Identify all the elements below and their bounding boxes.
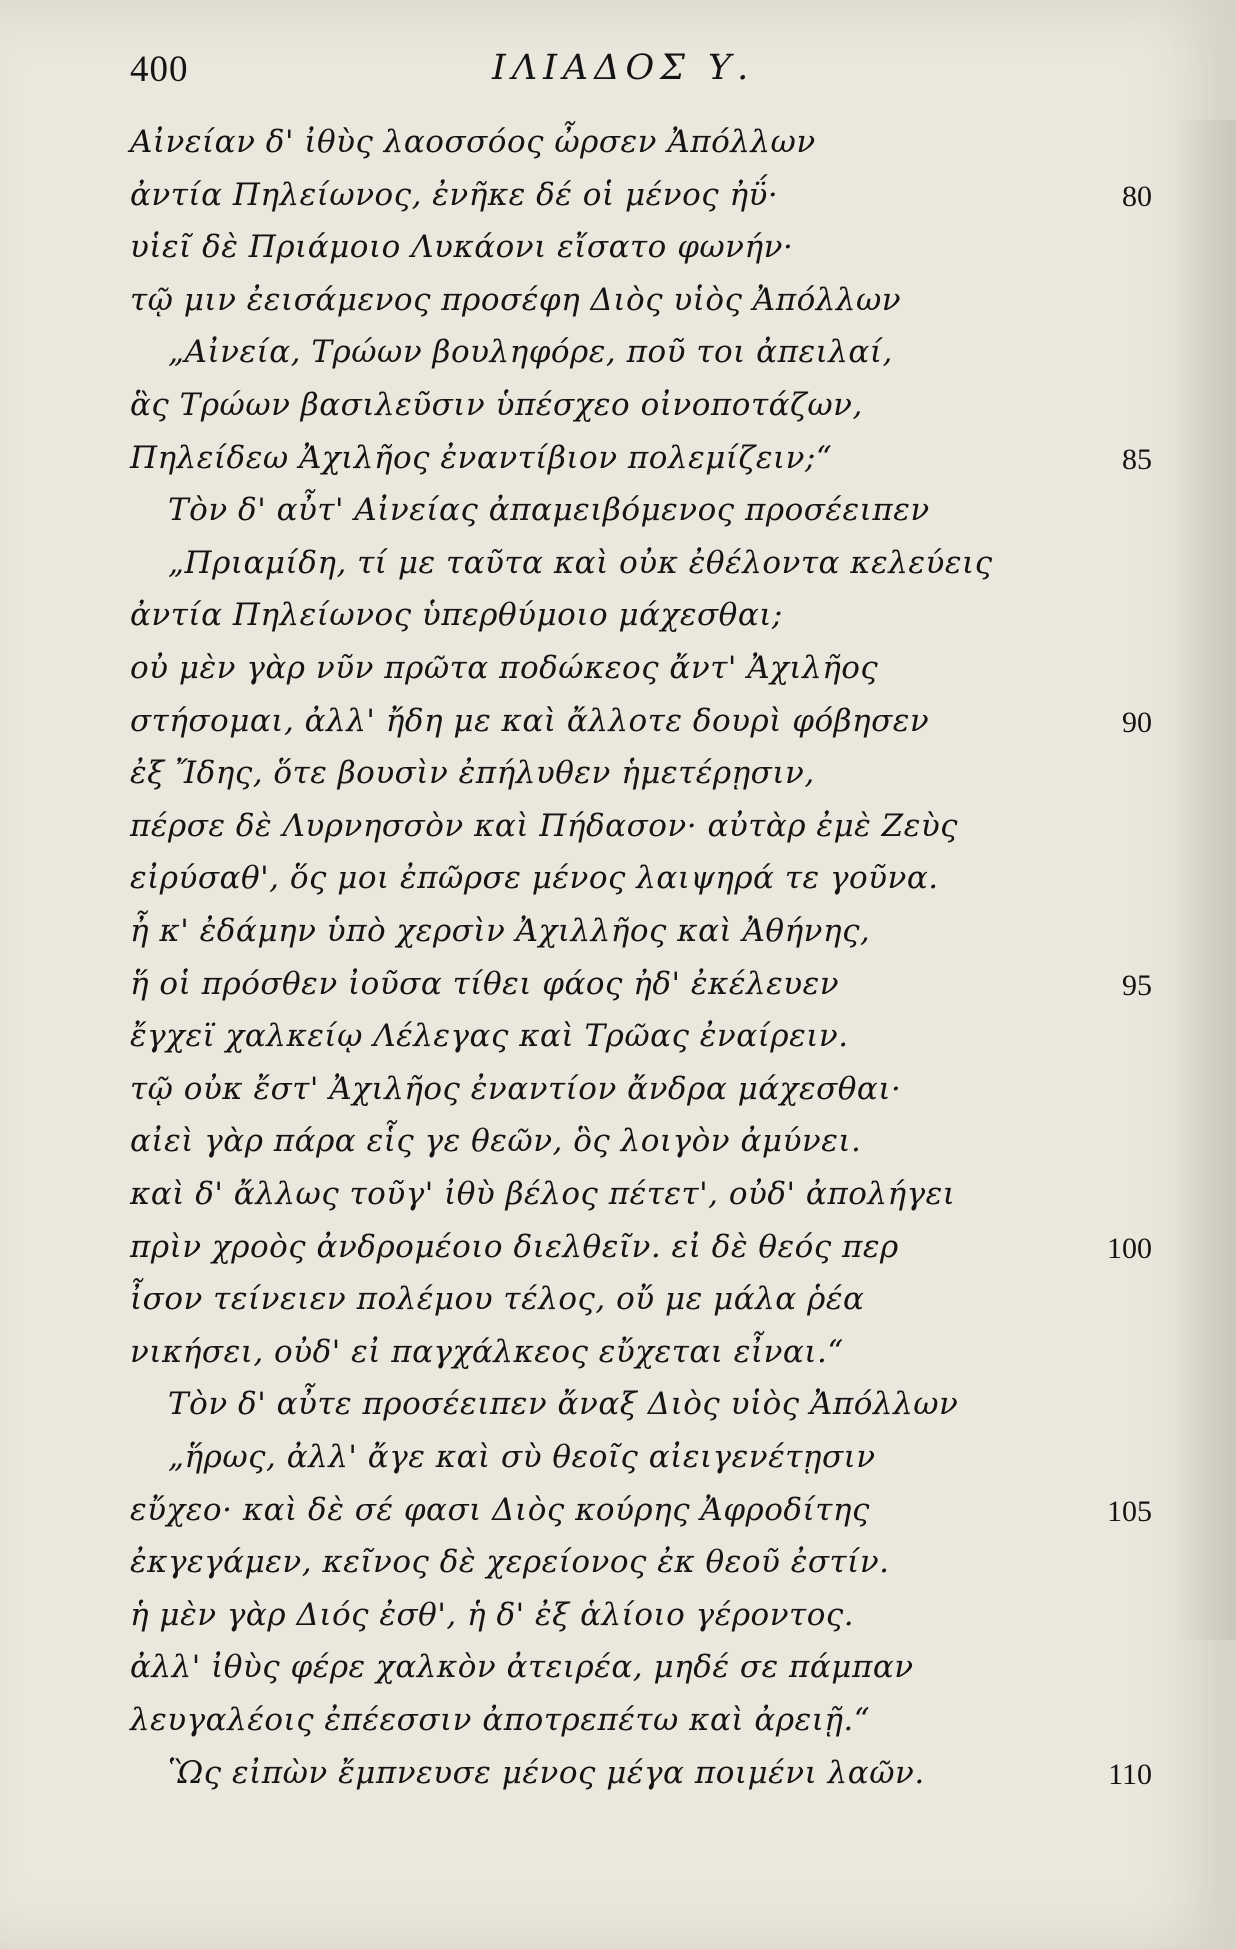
verse-line	[0, 276, 1236, 324]
verse-text: ἔγχεϊ χαλκείῳ Λέλεγας καὶ Τρῶας ἐναίρειν.	[130, 1018, 849, 1055]
verse-text: πρὶν χροὸς ἀνδρομέοιο διελθεῖν. εἰ δὲ θεός περ	[130, 1228, 899, 1265]
verse-text: εὔχεο· καὶ δὲ σέ φασι Διὸς κούρης Ἀφροδίτης	[130, 1491, 870, 1528]
verse-line	[0, 328, 1236, 376]
verse-line	[0, 749, 1236, 797]
verse-line	[0, 1591, 1236, 1639]
verse-text: λευγαλέοις ἐπέεσσιν ἀποτρεπέτω καὶ ἀρειῇ.“	[130, 1702, 871, 1738]
line-number: 85	[1122, 442, 1152, 476]
verse-text: εἰρύσαθ', ὅς μοι ἐπῶρσε μένος λαιψηρά τε γοῦνα.	[130, 860, 939, 897]
verse-line	[0, 223, 1236, 271]
verse-line	[0, 802, 1236, 850]
verse-text: „Αἰνεία, Τρώων βουληφόρε, ποῦ τοι ἀπειλαί,	[168, 334, 893, 371]
verse-line	[0, 381, 1236, 429]
verse-text: αἰεὶ γὰρ πάρα εἷς γε θεῶν, ὃς λοιγὸν ἀμύνει.	[130, 1123, 862, 1160]
verse-text: καὶ δ' ἄλλως τοῦγ' ἰθὺ βέλος πέτετ', οὐδ' ἀπολήγει	[130, 1176, 956, 1212]
verse-line	[0, 907, 1236, 955]
verse-text: νικήσει, οὐδ' εἰ παγχάλκεος εὔχεται εἶναι.“	[130, 1333, 844, 1370]
verse-line	[0, 1170, 1236, 1218]
verse-text: ἡ μὲν γὰρ Διός ἐσθ', ἡ δ' ἐξ ἁλίοιο γέροντος.	[130, 1596, 855, 1633]
verse-line	[0, 697, 1236, 745]
verse-text: στήσομαι, ἀλλ' ἤδη με καὶ ἄλλοτε δουρὶ φόβησεν	[130, 702, 930, 739]
verse-line	[0, 1223, 1236, 1271]
running-title: ΙΛΙΑΔΟΣ Υ.	[492, 48, 755, 88]
verse-line	[0, 1012, 1236, 1060]
verse-text: „ἥρως, ἀλλ' ἄγε καὶ σὺ θεοῖς αἰειγενέτῃσιν	[168, 1439, 876, 1475]
verse-text: ἥ οἱ πρόσθεν ἰοῦσα τίθει φάος ἠδ' ἐκέλευεν	[130, 965, 840, 1002]
verse-text: υἱεῖ δὲ Πριάμοιο Λυκάονι εἴσατο φωνήν·	[130, 229, 794, 266]
verse-line	[0, 591, 1236, 639]
verse-text: ἶσον τείνειεν πολέμου τέλος, οὔ με μάλα ῥέα	[130, 1281, 865, 1318]
line-number: 100	[1107, 1231, 1152, 1265]
verse-line	[0, 434, 1236, 482]
verse-text: Αἰνείαν δ' ἰθὺς λαοσσόος ὦρσεν Ἀπόλλων	[130, 124, 816, 160]
verse-line	[0, 118, 1236, 166]
verse-text: ἐξ Ἴδης, ὅτε βουσὶν ἐπήλυθεν ἡμετέρῃσιν,	[130, 755, 815, 792]
verse-line	[0, 1696, 1236, 1744]
verse-line	[0, 644, 1236, 692]
verse-text: τῷ οὐκ ἔστ' Ἀχιλῆος ἐναντίον ἄνδρα μάχεσθαι·	[130, 1070, 902, 1107]
verse-line	[0, 1328, 1236, 1376]
line-number: 105	[1107, 1494, 1152, 1528]
verse-line	[0, 1380, 1236, 1428]
verse-text: ἀλλ' ἰθὺς φέρε χαλκὸν ἀτειρέα, μηδέ σε πάμπαν	[130, 1649, 914, 1686]
verse-line	[0, 1117, 1236, 1165]
verse-text: πέρσε δὲ Λυρνησσὸν καὶ Πήδασον· αὐτὰρ ἐμὲ Ζεὺς	[130, 807, 959, 844]
line-number: 95	[1122, 968, 1152, 1002]
verse-line	[0, 1275, 1236, 1323]
page-number: 400	[130, 49, 189, 90]
line-number: 90	[1122, 705, 1152, 739]
verse-text: οὐ μὲν γὰρ νῦν πρῶτα ποδώκεος ἄντ' Ἀχιλῆος	[130, 650, 879, 686]
verse-text: „Πριαμίδη, τί με ταῦτα καὶ οὐκ ἐθέλοντα κελεύεις	[168, 544, 993, 581]
verse-line	[0, 1538, 1236, 1586]
verse-text: ἦ κ' ἐδάμην ὑπὸ χερσὶν Ἀχιλλῆος καὶ Ἀθήνης,	[130, 913, 871, 949]
verse-line	[0, 1643, 1236, 1691]
verse-line	[0, 960, 1236, 1008]
verse-text: τῷ μιν ἐεισάμενος προσέφη Διὸς υἱὸς Ἀπόλλων	[130, 281, 902, 318]
verse-text: Τὸν δ' αὖτ' Αἰνείας ἀπαμειβόμενος προσέειπεν	[168, 492, 930, 529]
line-number: 80	[1122, 179, 1152, 213]
verse-text: ἀντία Πηλείωνος ὑπερθύμοιο μάχεσθαι;	[130, 597, 783, 634]
verse-line	[0, 854, 1236, 902]
verse-text: ἃς Τρώων βασιλεῦσιν ὑπέσχεο οἰνοποτάζων,	[130, 387, 863, 423]
page-header	[0, 48, 1236, 108]
verse-text: ἐκγεγάμεν, κεῖνος δὲ χερείονος ἐκ θεοῦ ἐστίν.	[130, 1544, 890, 1581]
verse-text: Τὸν δ' αὖτε προσέειπεν ἄναξ Διὸς υἱὸς Ἀπόλλων	[168, 1386, 959, 1423]
verse-text: ἀντία Πηλείωνος, ἐνῆκε δέ οἱ μένος ἠΰ·	[130, 176, 779, 213]
verse-line	[0, 539, 1236, 587]
verse-line	[0, 171, 1236, 219]
verse-line	[0, 486, 1236, 534]
line-number: 110	[1108, 1757, 1152, 1791]
verse-line	[0, 1486, 1236, 1534]
verse-text: Πηλείδεω Ἀχιλῆος ἐναντίβιον πολεμίζειν;“	[130, 439, 833, 476]
verse-text: Ὣς εἰπὼν ἔμπνευσε μένος μέγα ποιμένι λαῶν.	[168, 1754, 925, 1791]
verse-line	[0, 1749, 1236, 1797]
verse-line	[0, 1065, 1236, 1113]
verse-line	[0, 1433, 1236, 1481]
